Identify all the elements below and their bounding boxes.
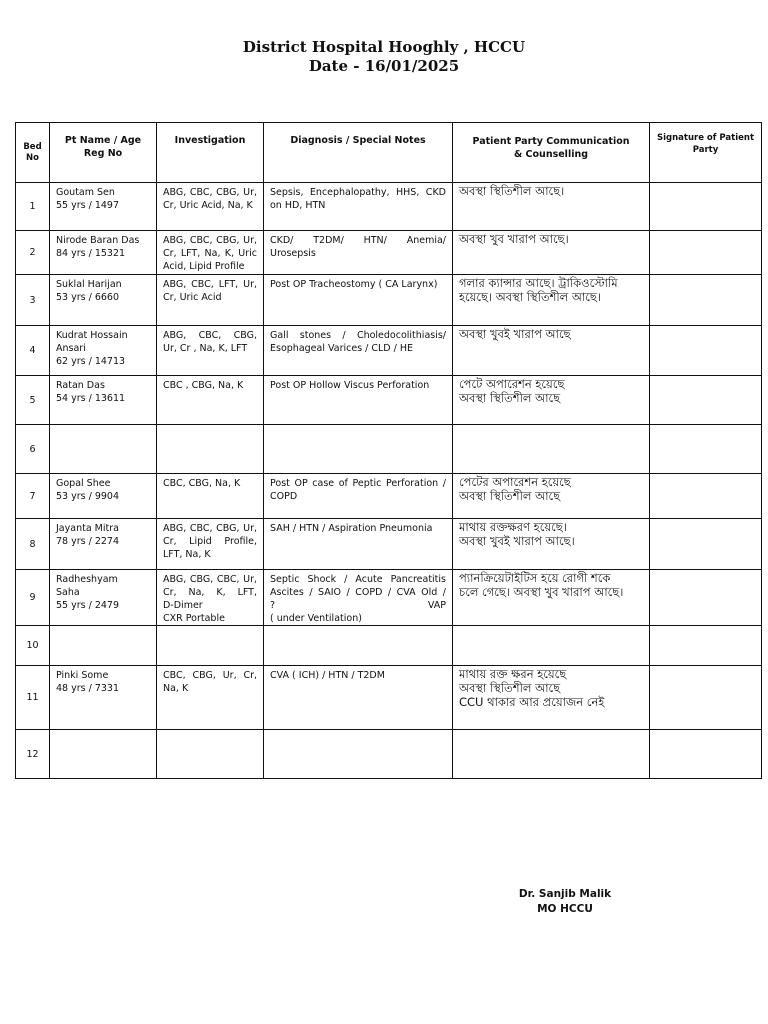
communication-cell-line: অবস্থা খুব খারাপ আছে। [459, 232, 569, 246]
patient-cell-line: 62 yrs / 14713 [56, 356, 126, 367]
investigation-cell [157, 275, 264, 326]
diagnosis-cell-line: Urosepsis [270, 248, 316, 259]
document-header [0, 38, 768, 76]
signature-cell[interactable] [650, 425, 762, 474]
investigation-cell-line: CBC, CBG, Na, K [163, 478, 241, 489]
table-row [16, 275, 762, 326]
communication-cell [453, 425, 650, 474]
diagnosis-cell [264, 626, 453, 666]
col-header-communication [453, 123, 650, 183]
diagnosis-cell-line: ( under Ventilation) [270, 613, 362, 624]
communication-cell-line: প্যানক্রিয়েটাইটিস হয়ে রোগী শকে [459, 571, 611, 585]
bed-number-cell: 12 [16, 730, 50, 779]
communication-cell-line: অবস্থা স্থিতিশীল আছে [459, 489, 561, 503]
diagnosis-cell-line: COPD [270, 491, 298, 502]
investigation-cell [157, 666, 264, 730]
table-row [16, 231, 762, 275]
patient-cell-line: Kudrat Hossain [56, 330, 128, 341]
investigation-cell-line: Na, K [163, 683, 189, 694]
patient-cell [50, 626, 157, 666]
col-header-bed-no [16, 123, 50, 183]
patient-cell-line: 53 yrs / 9904 [56, 491, 120, 502]
communication-cell-line: পেটে অপারেশন হয়েছে [459, 377, 565, 391]
patient-cell [50, 326, 157, 376]
investigation-cell-line: Cr, Lipid Profile, [163, 536, 257, 547]
diagnosis-cell [264, 519, 453, 570]
communication-cell [453, 666, 650, 730]
diagnosis-cell [264, 183, 453, 231]
hospital-title: District Hospital Hooghly , HCCU [242, 38, 526, 56]
table-row [16, 474, 762, 519]
patient-table [15, 122, 762, 779]
communication-cell-line: হয়েছে। অবস্থা স্থিতিশীল আছে। [459, 290, 602, 304]
patient-cell-line: Radheshyam [56, 574, 118, 585]
investigation-cell-line: ABG, CBC, CBG, [163, 330, 257, 341]
col-header-patient-line-2: Reg No [83, 148, 123, 159]
communication-cell-line: অবস্থা স্থিতিশীল আছে [459, 681, 561, 695]
col-header-signature-line-1: Signature of Patient [656, 133, 755, 143]
patient-cell-line: Saha [56, 587, 80, 598]
doctor-designation: MO HCCU [537, 903, 593, 915]
bed-number-cell: 5 [16, 376, 50, 425]
signature-cell[interactable] [650, 326, 762, 376]
communication-cell [453, 376, 650, 425]
investigation-cell-line: CXR Portable [163, 613, 225, 624]
signature-cell[interactable] [650, 376, 762, 425]
investigation-cell-line: LFT, Na, K [163, 549, 211, 560]
communication-cell-line: অবস্থা খুবই খারাপ আছে। [459, 534, 575, 548]
investigation-cell [157, 231, 264, 275]
patient-cell [50, 231, 157, 275]
bed-number-cell: 9 [16, 570, 50, 626]
signature-cell[interactable] [650, 666, 762, 730]
doctor-name: Dr. Sanjib Malik [518, 888, 612, 900]
col-header-bed-line-2: No [26, 152, 39, 163]
diagnosis-cell [264, 666, 453, 730]
investigation-cell [157, 730, 264, 779]
patient-cell-line: 48 yrs / 7331 [56, 683, 120, 694]
diagnosis-cell [264, 326, 453, 376]
patient-cell-line: Ansari [56, 343, 86, 354]
diagnosis-cell-line: Septic Shock / Acute Pancreatitis [270, 574, 446, 585]
investigation-cell-line: Cr, Uric Acid [163, 292, 222, 303]
diagnosis-cell-line: ? VAP [270, 600, 446, 611]
patient-cell-line: Ratan Das [56, 380, 105, 391]
communication-cell [453, 231, 650, 275]
communication-cell [453, 730, 650, 779]
table-row [16, 570, 762, 626]
patient-cell-line: 84 yrs / 15321 [56, 248, 126, 259]
patient-cell [50, 474, 157, 519]
patient-cell-line: Pinki Some [56, 670, 109, 681]
patient-cell [50, 425, 157, 474]
patient-cell [50, 376, 157, 425]
communication-cell-line: CCU থাকার আর প্রয়োজন নেই [459, 695, 605, 709]
bed-number-cell: 3 [16, 275, 50, 326]
investigation-cell-line: ABG, CBC, LFT, Ur, [163, 279, 257, 290]
investigation-cell-line: Cr, LFT, Na, K, Uric [163, 248, 257, 259]
col-header-communication-line-2: & Counselling [513, 149, 589, 160]
patient-cell-line: Nirode Baran Das [56, 235, 140, 246]
diagnosis-cell [264, 425, 453, 474]
bed-number-cell: 7 [16, 474, 50, 519]
investigation-cell-line: Cr, Uric Acid, Na, K [163, 200, 253, 211]
diagnosis-cell-line: CVA ( ICH) / HTN / T2DM [270, 670, 385, 681]
communication-cell [453, 326, 650, 376]
investigation-cell-line: ABG, CBC, CBG, Ur, [163, 523, 257, 534]
table-row [16, 666, 762, 730]
patient-cell-line: Gopal Shee [56, 478, 111, 489]
investigation-cell [157, 183, 264, 231]
patient-cell-line: 54 yrs / 13611 [56, 393, 126, 404]
investigation-cell-line: D-Dimer [163, 600, 203, 611]
table-row [16, 519, 762, 570]
communication-cell-line: অবস্থা স্থিতিশীল আছে। [459, 184, 565, 198]
investigation-cell-line: CBC, CBG, Ur, Cr, [163, 670, 257, 681]
communication-cell [453, 474, 650, 519]
bed-number-cell: 4 [16, 326, 50, 376]
col-header-bed-line-1: Bed [23, 141, 42, 152]
col-header-patient-line-1: Pt Name / Age [64, 135, 142, 146]
patient-cell-line: 55 yrs / 1497 [56, 200, 120, 211]
patient-cell [50, 183, 157, 231]
patient-cell-line: 78 yrs / 2274 [56, 536, 120, 547]
bed-number-cell: 6 [16, 425, 50, 474]
investigation-cell [157, 326, 264, 376]
signature-cell[interactable] [650, 275, 762, 326]
investigation-cell [157, 474, 264, 519]
investigation-cell-line: ABG, CBC, CBG, Ur, [163, 235, 257, 246]
patient-cell [50, 666, 157, 730]
patient-cell [50, 519, 157, 570]
communication-cell [453, 183, 650, 231]
investigation-cell [157, 519, 264, 570]
communication-cell [453, 519, 650, 570]
communication-cell-line: মাথায় রক্তক্ষরণ হয়েছে। [459, 520, 567, 534]
signature-cell[interactable] [650, 183, 762, 231]
bed-number-cell: 11 [16, 666, 50, 730]
col-header-diagnosis: Diagnosis / Special Notes [264, 123, 453, 183]
communication-cell-line: অবস্থা স্থিতিশীল আছে [459, 391, 561, 405]
table-body [16, 183, 762, 779]
col-header-signature-line-2: Party [692, 145, 719, 155]
diagnosis-cell-line: Sepsis, Encephalopathy, HHS, CKD [270, 187, 446, 198]
col-header-communication-line-1: Patient Party Communication [472, 136, 630, 147]
signature-cell[interactable] [650, 231, 762, 275]
investigation-cell [157, 626, 264, 666]
diagnosis-cell-line: Ascites / SAIO / COPD / CVA Old / [270, 587, 446, 598]
diagnosis-cell-line: on HD, HTN [270, 200, 326, 211]
diagnosis-cell [264, 376, 453, 425]
patient-cell-line: 53 yrs / 6660 [56, 292, 120, 303]
diagnosis-cell [264, 275, 453, 326]
patient-cell [50, 570, 157, 626]
communication-cell-line: গলার ক্যান্সার আছে। ট্রাকিওস্টোমি [459, 276, 618, 290]
investigation-cell [157, 425, 264, 474]
patient-cell-line: Jayanta Mitra [56, 523, 119, 534]
communication-cell [453, 570, 650, 626]
diagnosis-cell-line: CKD/ T2DM/ HTN/ Anemia/ [270, 235, 446, 246]
investigation-cell-line: ABG, CBC, CBG, Ur, [163, 187, 257, 198]
signature-cell[interactable] [650, 730, 762, 779]
table-row [16, 376, 762, 425]
bed-number-cell: 8 [16, 519, 50, 570]
investigation-cell-line: Cr, Na, K, LFT, [163, 587, 257, 598]
table-row [16, 183, 762, 231]
communication-cell-line: মাথায় রক্ত ক্ষরন হয়েছে [459, 667, 567, 681]
table-row [16, 626, 762, 666]
patient-cell-line: Suklal Harijan [56, 279, 122, 290]
diagnosis-cell-line: Gall stones / Choledocolithiasis/ [270, 330, 446, 341]
investigation-cell [157, 570, 264, 626]
patient-cell-line: 55 yrs / 2479 [56, 600, 120, 611]
table-row [16, 730, 762, 779]
investigation-cell-line: Ur, Cr , Na, K, LFT [163, 343, 248, 354]
diagnosis-cell-line: Post OP case of Peptic Perforation / [270, 478, 446, 489]
signature-cell[interactable] [650, 626, 762, 666]
diagnosis-cell-line: Post OP Hollow Viscus Perforation [270, 380, 430, 391]
table-header-row [16, 123, 762, 183]
communication-cell-line: চলে গেছে। অবস্থা খুব খারাপ আছে। [459, 585, 624, 599]
diagnosis-cell [264, 730, 453, 779]
communication-cell [453, 275, 650, 326]
table-row [16, 425, 762, 474]
diagnosis-cell-line: Esophageal Varices / CLD / HE [270, 343, 414, 354]
diagnosis-cell [264, 474, 453, 519]
patient-cell [50, 730, 157, 779]
investigation-cell-line: ABG, CBG, CBC, Ur, [163, 574, 257, 585]
communication-cell-line: পেটের অপারেশন হয়েছে [459, 475, 571, 489]
report-date: Date - 16/01/2025 [308, 57, 460, 75]
diagnosis-cell [264, 570, 453, 626]
investigation-cell-line: Acid, Lipid Profile [163, 261, 245, 272]
signature-cell[interactable] [650, 474, 762, 519]
patient-cell [50, 275, 157, 326]
bed-number-cell: 10 [16, 626, 50, 666]
table-row [16, 326, 762, 376]
investigation-cell-line: CBC , CBG, Na, K [163, 380, 244, 391]
signature-cell[interactable] [650, 570, 762, 626]
col-header-signature [650, 123, 762, 183]
signature-cell[interactable] [650, 519, 762, 570]
diagnosis-cell [264, 231, 453, 275]
diagnosis-cell-line: Post OP Tracheostomy ( CA Larynx) [270, 279, 438, 290]
patient-cell-line: Goutam Sen [56, 187, 115, 198]
investigation-cell [157, 376, 264, 425]
col-header-investigation: Investigation [157, 123, 264, 183]
col-header-patient [50, 123, 157, 183]
bed-number-cell: 1 [16, 183, 50, 231]
communication-cell-line: অবস্থা খুবই খারাপ আছে [459, 327, 571, 341]
communication-cell [453, 626, 650, 666]
bed-number-cell: 2 [16, 231, 50, 275]
diagnosis-cell-line: SAH / HTN / Aspiration Pneumonia [270, 523, 433, 534]
signature-block [485, 887, 645, 917]
